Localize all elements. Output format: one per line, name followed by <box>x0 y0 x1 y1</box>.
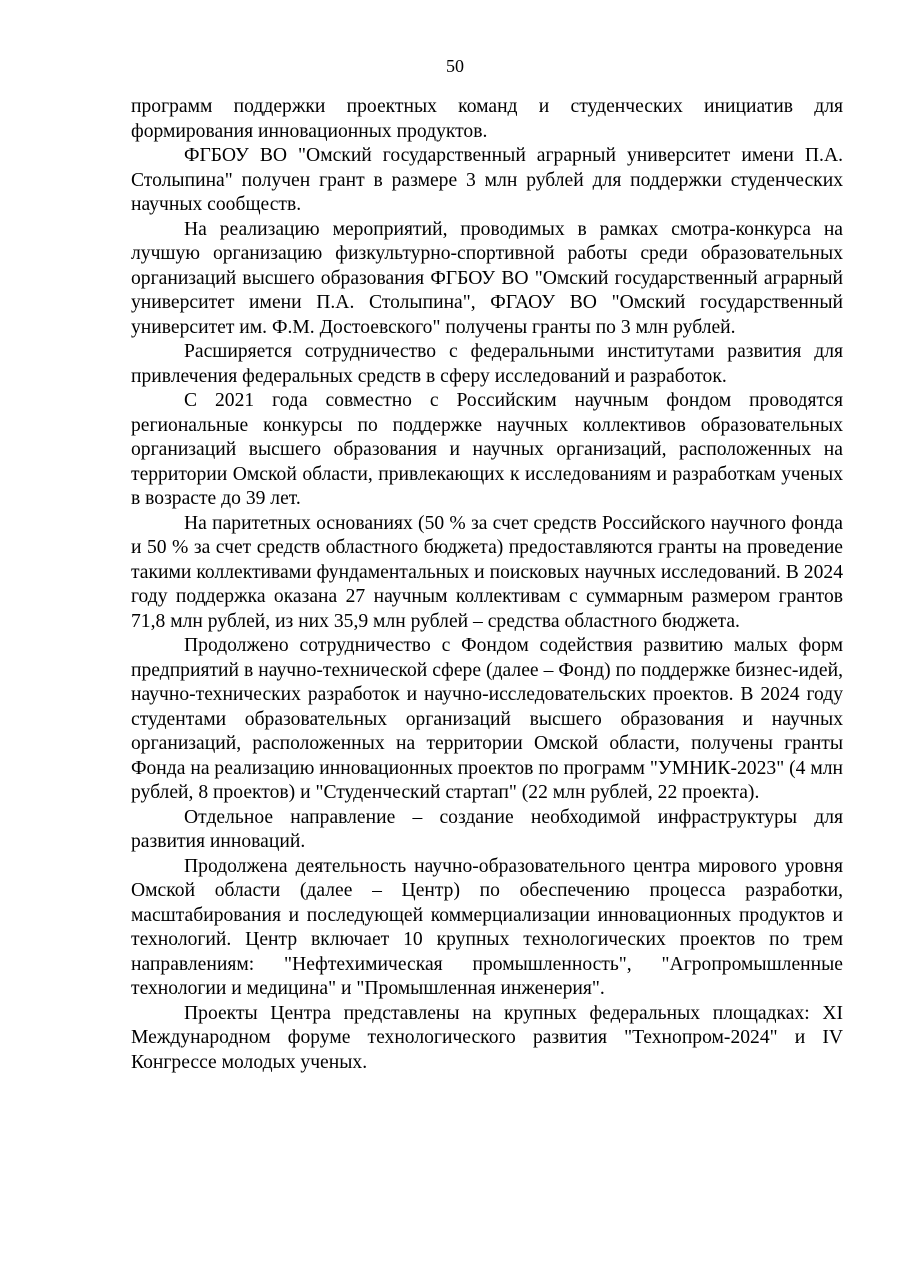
paragraph-rnf-contests: С 2021 года совместно с Российским научным фондом проводятся региональные конкурсы по поддержке научных коллективов образовательных организаций высшего образования и научных организаций, расположенных на территории Омской области, привлекающих к исследованиям и разработкам ученых в возрасте до 39 лет. <box>131 390 843 509</box>
paragraph-infrastructure: Отдельное направление – создание необходимой инфраструктуры для развития инноваций. <box>131 806 843 852</box>
paragraph-center-projects: Проекты Центра представлены на крупных федеральных площадках: XI Международном форуме технологического развития "Технопром-2024" и IV Конгрессе молодых ученых. <box>131 1002 843 1073</box>
paragraph-research-center: Продолжена деятельность научно-образовательного центра мирового уровня Омской области (далее – Центр) по обеспечению процесса разработки, масштабирования и последующей коммерциализации инновационных продуктов и технологий. Центр включает 10 крупных технологических проектов по трем направлениям: "Нефтехимическая промышленность", "Агропромышленные технологии и медицина" и "Промышленная инженерия". <box>131 855 843 999</box>
paragraph-innovation-fund: Продолжено сотрудничество с Фондом содействия развитию малых форм предприятий в научно-технической сфере (далее – Фонд) по поддержке бизнес-идей, научно-технических разработок и научно-исследовательских проектов. В 2024 году студентами образовательных организаций высшего образования и научных организаций, расположенных на территории Омской области, получены гранты Фонда на реализацию инновационных проектов по программ "УМНИК-2023" (4 млн рублей, 8 проектов) и "Студенческий стартап" (22 млн рублей, 22 проекта). <box>131 635 843 803</box>
paragraph-agrarian-university-grant: ФГБОУ ВО "Омский государственный аграрный университет имени П.А. Столыпина" получен грант в размере 3 млн рублей для поддержки студенческих научных сообществ. <box>131 145 843 215</box>
paragraph-parity-grants: На паритетных основаниях (50 % за счет средств Российского научного фонда и 50 % за счет средств областного бюджета) предоставляются гранты на проведение такими коллективами фундаментальных и поисковых научных исследований. В 2024 году поддержка оказана 27 научным коллективам с суммарным размером грантов 71,8 млн рублей, из них 35,9 млн рублей – средства областного бюджета. <box>131 512 843 632</box>
document-body <box>131 95 843 1075</box>
page-number: 50 <box>446 56 464 76</box>
paragraph-sports-contest-grants: На реализацию мероприятий, проводимых в рамках смотра-конкурса на лучшую организацию физкультурно-спортивной работы среди образовательных организаций высшего образования ФГБОУ ВО "Омский государственный аграрный университет имени П.А. Столыпина", ФГАОУ ВО "Омский государственный университет им. Ф.М. Достоевского" получены гранты по 3 млн рублей. <box>131 218 843 338</box>
paragraph-federal-institutes: Расширяется сотрудничество с федеральными институтами развития для привлечения федеральных средств в сферу исследований и разработок. <box>131 341 843 387</box>
paragraph-continuation: программ поддержки проектных команд и студенческих инициатив для формирования инновационных продуктов. <box>131 96 843 142</box>
